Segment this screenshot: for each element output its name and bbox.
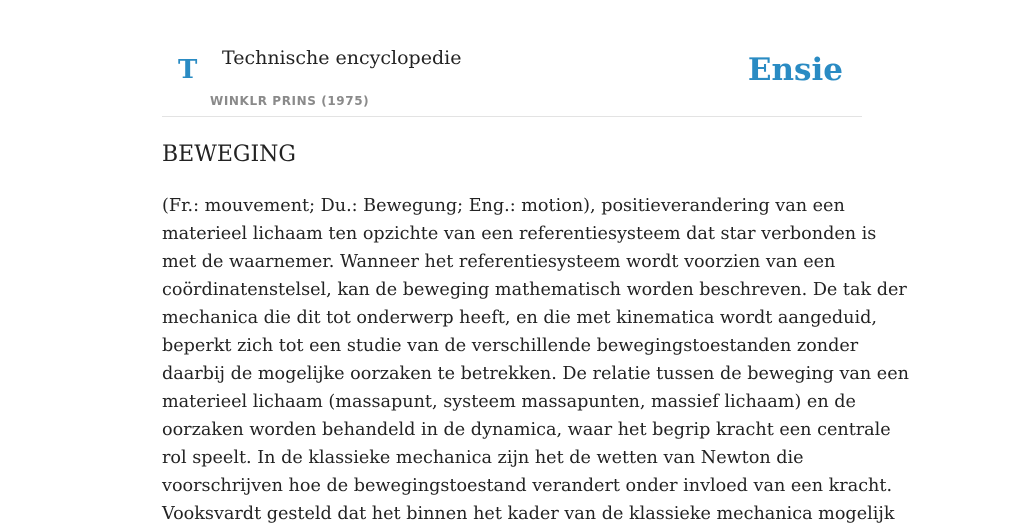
entry-title: BEWEGING [162,142,296,167]
entry-line: met de waarnemer. Wanneer het referentiesysteem wordt voorzien van een [162,252,836,272]
entry-line: (Fr.: mouvement; Du.: Bewegung; Eng.: motion), positieverandering van een [162,196,845,216]
entry-line: mechanica die dit tot onderwerp heeft, en die met kinematica wordt aangeduid, [162,308,877,328]
book-logo-icon[interactable]: T [178,55,198,85]
entry-line: materieel lichaam (massapunt, systeem massapunten, massief lichaam) en de [162,392,856,412]
book-title[interactable]: Technische encyclopedie [222,47,462,69]
entry-line: beperkt zich tot een studie van de verschillende bewegingstoestanden zonder [162,336,859,356]
entry-line: daarbij de mogelijke oorzaken te betrekken. De relatie tussen de beweging van een [162,364,909,384]
entry-line: coördinatenstelsel, kan de beweging mathematisch worden beschreven. De tak der [162,280,907,300]
publisher-label: WINKLR PRINS (1975) [210,94,370,108]
entry-line: rol speelt. In de klassieke mechanica zijn het de wetten van Newton die [162,448,804,468]
brand-logo[interactable]: Ensie [747,52,843,88]
entry-line: voorschrijven hoe de bewegingstoestand verandert onder invloed van een kracht. [162,476,893,496]
header [162,0,862,117]
entry-body [162,192,909,528]
entry-line: oorzaken worden behandeld in de dynamica, waar het begrip kracht een centrale [162,420,891,440]
entry-line: Vooksvardt gesteld dat het binnen het kader van de klassieke mechanica mogelijk [162,504,895,524]
entry-line: materieel lichaam ten opzichte van een referentiesysteem dat star verbonden is [162,224,877,244]
